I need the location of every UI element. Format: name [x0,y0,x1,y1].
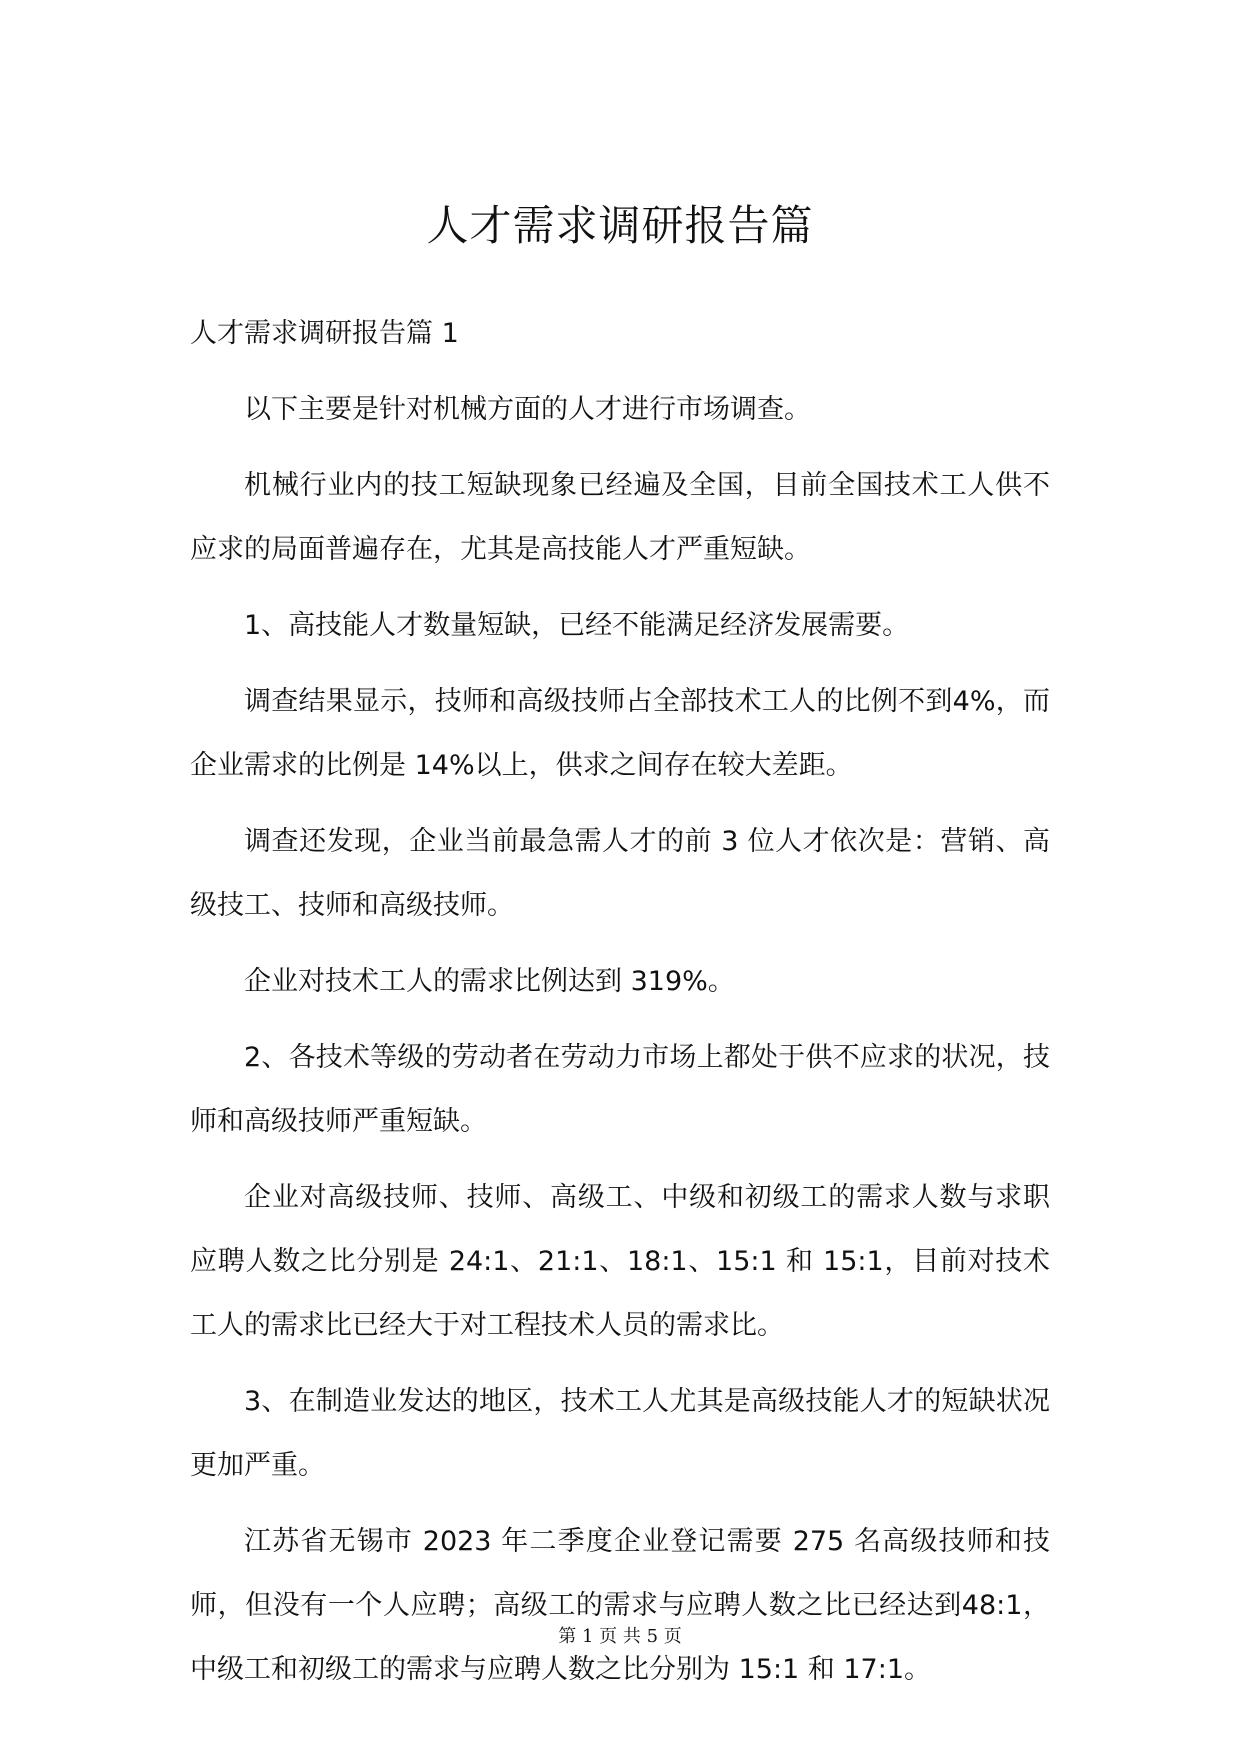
section-heading: 人才需求调研报告篇 1 [190,318,459,349]
paragraph: 3、在制造业发达的地区，技术工人尤其是高级技能人才的短缺状况更加严重。 [190,1386,1050,1481]
paragraph: 企业对技术工人的需求比例达到 319%。 [244,966,735,997]
document-title: 人才需求调研报告篇 [426,201,814,250]
paragraph: 企业对高级技师、技师、高级工、中级和初级工的需求人数与求职应聘人数之比分别是 24:1、21:1、18:1、15:1 和 15:1，目前对技术工人的需求比已经大于对工程技术人员的需求比。 [190,1182,1050,1341]
paragraph: 江苏省无锡市 2023 年二季度企业登记需要 275 名高级技师和技师，但没有一个人应聘；高级工的需求与应聘人数之比已经达到48:1，中级工和初级工的需求与应聘人数之比分别为 15:1 和 17:1。 [190,1526,1050,1685]
document-body [190,302,1050,1714]
paragraph: 以下主要是针对机械方面的人才进行市场调查。 [244,394,811,425]
paragraph: 调查结果显示，技师和高级技师占全部技术工人的比例不到4%，而企业需求的比例是 14%以上，供求之间存在较大差距。 [190,686,1050,781]
paragraph: 1、高技能人才数量短缺，已经不能满足经济发展需要。 [244,610,910,641]
paragraph: 2、各技术等级的劳动者在劳动力市场上都处于供不应求的状况，技师和高级技师严重短缺。 [190,1042,1050,1137]
paragraph: 调查还发现，企业当前最急需人才的前 3 位人才依次是：营销、高级技工、技师和高级技师。 [190,826,1050,921]
paragraph: 机械行业内的技工短缺现象已经遍及全国，目前全国技术工人供不应求的局面普遍存在，尤其是高技能人才严重短缺。 [190,470,1050,565]
page-footer: 第 1 页 共 5 页 [558,1626,682,1647]
